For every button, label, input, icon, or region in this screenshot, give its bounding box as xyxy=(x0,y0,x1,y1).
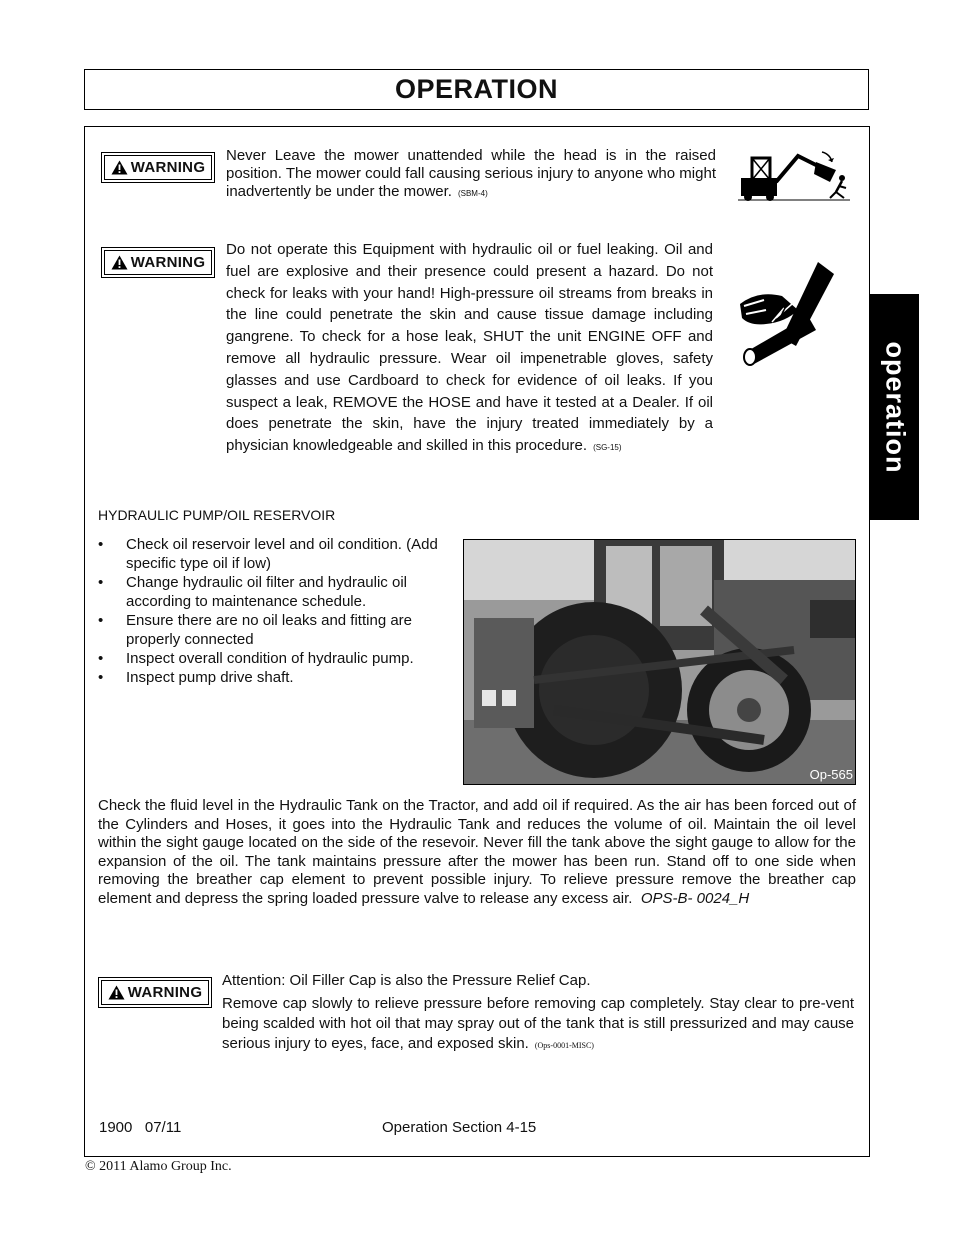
photo-caption: Op-565 xyxy=(809,767,853,782)
tractor-photo-image xyxy=(464,540,856,785)
hand-hose-leak-illustration xyxy=(736,260,838,366)
list-item: • Check oil reservoir level and oil condition. (Add specific type oil if low) xyxy=(98,535,458,573)
page-header xyxy=(84,69,869,110)
footer-section-page: Operation Section 4-15 xyxy=(382,1119,537,1136)
tractor-hydraulic-photo xyxy=(463,539,856,785)
warning-2-ref: (SG-15) xyxy=(593,443,622,453)
warning-3-ref: (Ops-0001-MISC) xyxy=(534,1041,594,1050)
warning-triangle-icon xyxy=(111,160,128,175)
warning-1-text: Never Leave the mower unattended while the head is in the raised position. The mower could fall causing serious injury to anyone who might inadvertently be under the mower. (SBM-4) xyxy=(226,147,716,200)
warning-badge-2 xyxy=(101,247,215,278)
warning-3-text: Remove cap slowly to relieve pressure before removing cap completely. Stay clear to pre-vent being scalded with hot oil that may spray out of the tank that is still pressurized and may cause serious injury to eyes, face, and exposed skin. (Ops-0001-MISC) xyxy=(222,995,854,1052)
mower-head-raised-illustration xyxy=(738,148,850,202)
attention-line: Attention: Oil Filler Cap is also the Pressure Relief Cap. xyxy=(222,972,591,989)
warning-2-text: Do not operate this Equipment with hydraulic oil or fuel leaking. Oil and fuel are explosive and their presence could present a hazard. Do not check for leaks with your hand! High-pressure oil streams from breaks in the line could penetrate the skin and cause tissue damage including gangrene. To check for a hose leak, SHUT the unit ENGINE OFF and remove all hydraulic pressure. Wear oil impenetrable gloves, safety glasses and use Cardboard to check for evidence of oil leaks. If you suspect a leak, REMOVE the HOSE and have it tested at a Dealer. If oil does penetrate the skin, have the injury treated immediately by a physician knowledgeable and skilled in this procedure. (SG-15) xyxy=(226,241,713,455)
page-title: OPERATION xyxy=(394,74,558,104)
copyright: © 2011 Alamo Group Inc. xyxy=(85,1159,232,1174)
list-item: • Inspect pump drive shaft. xyxy=(98,668,458,687)
warning-word: WARNING xyxy=(130,159,206,176)
warning-badge-3 xyxy=(98,977,212,1008)
warning-triangle-icon xyxy=(111,255,128,270)
body-paragraph: Check the fluid level in the Hydraulic Tank on the Tractor, and add oil if required. As the air has been forced out of the Cylinders and Hoses, it goes into the Hydraulic Tank and reduces the volume of oil. Maintain the oil level within the sight gauge located on the side of the resevoir. Never fill the tank above the sight gauge to allow for the expansion of the oil. The tank maintains pressure after the mower has been run. Stand off to one side when removing the breather cap element to prevent possible injury. To relieve pressure remove the breather cap element and depress the spring loaded pressure valve to release any excess air. OPS-B- 0024_H xyxy=(98,797,856,907)
side-tab-label: operation xyxy=(880,340,911,474)
maintenance-checklist xyxy=(98,535,458,687)
body-paragraph-ref: OPS-B- 0024_H xyxy=(640,889,750,907)
list-item: • Change hydraulic oil filter and hydraulic oil according to maintenance schedule. xyxy=(98,573,458,611)
warning-word: WARNING xyxy=(130,254,206,271)
warning-word: WARNING xyxy=(127,984,203,1001)
warning-triangle-icon xyxy=(108,985,125,1000)
warning-1-ref: (SBM-4) xyxy=(457,189,488,198)
list-item: • Ensure there are no oil leaks and fitting are properly connected xyxy=(98,611,458,649)
section-heading: HYDRAULIC PUMP/OIL RESERVOIR xyxy=(98,507,336,523)
warning-badge-1 xyxy=(101,152,215,183)
side-tab xyxy=(870,294,919,520)
list-item: • Inspect overall condition of hydraulic pump. xyxy=(98,649,458,668)
footer-model-date: 1900 07/11 xyxy=(99,1119,182,1136)
